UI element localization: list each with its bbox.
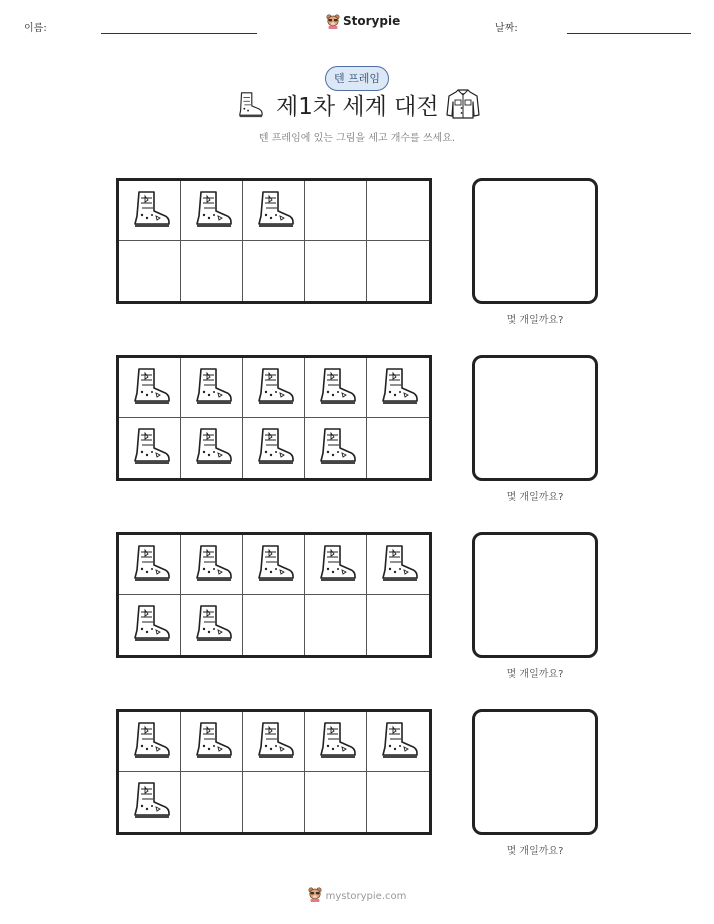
bear-icon: [326, 13, 340, 29]
instructions: 텐 프레임에 있는 그림을 세고 개수를 쓰세요.: [258, 133, 456, 144]
frame-cell: [119, 535, 181, 595]
frame-cell: [119, 595, 181, 655]
jacket-icon: [446, 88, 480, 124]
frame-cell: [305, 241, 367, 301]
frame-cell: [181, 772, 243, 832]
frame-cell: [119, 358, 181, 418]
boot-icon: [377, 542, 419, 588]
frame-cell: [367, 772, 429, 832]
frame-cell: [181, 595, 243, 655]
frame-cell: [243, 181, 305, 241]
brand-name: Storypie: [343, 14, 401, 28]
frame-cell: [367, 712, 429, 772]
boot-icon: [129, 425, 171, 471]
frame-cell: [243, 595, 305, 655]
boot-icon: [315, 365, 357, 411]
frame-cell: [243, 418, 305, 478]
boot-icon: [129, 365, 171, 411]
frame-cell: [305, 712, 367, 772]
boot-icon: [191, 365, 233, 411]
boot-icon: [191, 542, 233, 588]
footer-url[interactable]: mystorypie.com: [325, 890, 407, 902]
frame-cell: [181, 358, 243, 418]
name-line[interactable]: [101, 33, 257, 34]
date-line[interactable]: [567, 33, 691, 34]
boot-icon: [315, 719, 357, 765]
boot-icon: [315, 425, 357, 471]
page-title: 제1차 세계 대전: [276, 94, 439, 120]
boot-icon: [253, 542, 295, 588]
frame-cell: [181, 535, 243, 595]
boot-icon: [253, 425, 295, 471]
frame-cell: [305, 535, 367, 595]
frame-cell: [367, 241, 429, 301]
frame-cell: [181, 181, 243, 241]
brand-logo: [326, 13, 400, 29]
frame-cell: [243, 772, 305, 832]
frame-cell: [367, 535, 429, 595]
footer: [0, 886, 714, 906]
date-label: 날짜:: [495, 23, 518, 34]
question-label-4: 몇 개일까요?: [506, 846, 564, 857]
answer-box-1[interactable]: [472, 178, 598, 304]
frame-cell: [305, 595, 367, 655]
boot-icon: [129, 542, 171, 588]
boot-icon: [129, 779, 171, 825]
question-label-1: 몇 개일까요?: [506, 315, 564, 326]
boot-icon: [234, 90, 264, 122]
boot-icon: [129, 188, 171, 234]
topic-badge: 텐 프레임: [325, 66, 389, 91]
frame-cell: [367, 595, 429, 655]
boot-icon: [377, 719, 419, 765]
boot-icon: [377, 365, 419, 411]
boot-icon: [253, 365, 295, 411]
question-label-2: 몇 개일까요?: [506, 492, 564, 503]
frame-cell: [367, 418, 429, 478]
boot-icon: [191, 188, 233, 234]
frame-cell: [181, 241, 243, 301]
frame-cell: [367, 181, 429, 241]
boot-icon: [253, 719, 295, 765]
answer-box-2[interactable]: [472, 355, 598, 481]
frame-cell: [243, 712, 305, 772]
frame-cell: [367, 358, 429, 418]
frame-cell: [119, 181, 181, 241]
boot-icon: [191, 719, 233, 765]
frame-cell: [305, 418, 367, 478]
bear-icon: [308, 886, 322, 906]
question-label-3: 몇 개일까요?: [506, 669, 564, 680]
frame-cell: [305, 358, 367, 418]
frame-cell: [119, 772, 181, 832]
frame-cell: [119, 241, 181, 301]
frame-cell: [305, 181, 367, 241]
boot-icon: [129, 602, 171, 648]
answer-box-3[interactable]: [472, 532, 598, 658]
answer-box-4[interactable]: [472, 709, 598, 835]
boot-icon: [315, 542, 357, 588]
frame-cell: [243, 535, 305, 595]
frame-cell: [119, 712, 181, 772]
ten-frame-4: [116, 709, 432, 835]
frame-cell: [119, 418, 181, 478]
boot-icon: [129, 719, 171, 765]
frame-cell: [181, 712, 243, 772]
boot-icon: [191, 425, 233, 471]
name-label: 이름:: [24, 23, 47, 34]
ten-frame-2: [116, 355, 432, 481]
frame-cell: [181, 418, 243, 478]
frame-cell: [243, 241, 305, 301]
frame-cell: [305, 772, 367, 832]
frame-cell: [243, 358, 305, 418]
boot-icon: [253, 188, 295, 234]
ten-frame-1: [116, 178, 432, 304]
boot-icon: [191, 602, 233, 648]
ten-frame-3: [116, 532, 432, 658]
